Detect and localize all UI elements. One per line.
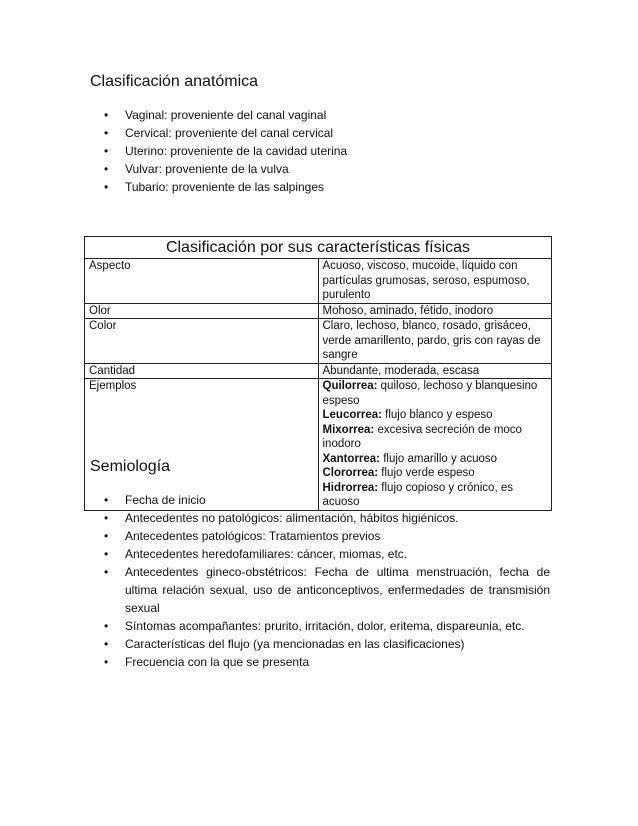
row-value: Claro, lechoso, blanco, rosado, grisáceo, verde amarillento, pardo, gris con rayas de sangre bbox=[318, 319, 552, 364]
list-item: • Antecedentes gineco-obstétricos: Fecha de ultima menstruación, fecha de ultima relación sexual, uso de anticonceptivos, enfermedades de transmisión sexual bbox=[104, 565, 550, 615]
table-title: Clasificación por sus características físicas bbox=[85, 237, 552, 259]
bullet-icon: • bbox=[104, 162, 109, 176]
bullet-icon: • bbox=[104, 529, 109, 543]
example-line: Leucorrea: flujo blanco y espeso bbox=[322, 409, 493, 421]
bullet-icon: • bbox=[104, 565, 109, 579]
bullet-icon: • bbox=[104, 655, 109, 669]
list-item: • Fecha de inicio bbox=[104, 493, 206, 507]
row-value: Abundante, moderada, escasa bbox=[318, 363, 552, 379]
table-row bbox=[85, 363, 552, 379]
row-label: Ejemplos bbox=[85, 379, 319, 511]
bullet-icon: • bbox=[104, 637, 109, 651]
bullet-icon: • bbox=[104, 547, 109, 561]
list-item: • Antecedentes no patológicos: alimentación, hábitos higiénicos. bbox=[104, 511, 459, 525]
row-value: Acuoso, viscoso, mucoide, líquido con partículas grumosas, seroso, espumoso, purulento bbox=[318, 259, 552, 304]
example-line: Quilorrea: quiloso, lechoso y blanquesino espeso bbox=[322, 380, 538, 407]
bullet-icon: • bbox=[104, 108, 109, 122]
list-item: • Uterino: proveniente de la cavidad uterina bbox=[104, 144, 348, 158]
row-label: Aspecto bbox=[85, 259, 319, 304]
list-item: • Frecuencia con la que se presenta bbox=[104, 655, 310, 669]
table-row bbox=[85, 303, 552, 319]
bullet-icon: • bbox=[104, 144, 109, 158]
bullet-icon: • bbox=[104, 126, 109, 140]
section-title-anatomica: Clasificación anatómica bbox=[90, 73, 259, 90]
bullet-icon: • bbox=[104, 619, 109, 633]
example-line: Xantorrea: flujo amarillo y acuoso bbox=[322, 452, 498, 465]
list-item: • Antecedentes patológicos: Tratamientos previos bbox=[104, 529, 381, 543]
list-item: • Características del flujo (ya mencionadas en las clasificaciones) bbox=[104, 637, 465, 651]
list-item: • Antecedentes heredofamiliares: cáncer, miomas, etc. bbox=[104, 547, 408, 561]
example-line: Hidrorrea: flujo copioso y crónico, es acuoso bbox=[322, 481, 513, 508]
list-item: • Síntomas acompañantes: prurito, irritación, dolor, eritema, dispareunia, etc. bbox=[104, 619, 525, 633]
row-label: Color bbox=[85, 319, 319, 364]
row-label: Olor bbox=[85, 303, 319, 319]
example-line: Clororrea: flujo verde espeso bbox=[322, 467, 475, 479]
bullet-icon: • bbox=[104, 180, 109, 194]
bullet-icon: • bbox=[104, 511, 109, 525]
table-row bbox=[85, 259, 552, 304]
example-line: Mixorrea: excesiva secreción de moco inodoro bbox=[322, 423, 522, 450]
list-item: • Cervical: proveniente del canal cervical bbox=[104, 126, 334, 140]
list-item: • Vulvar: proveniente de la vulva bbox=[104, 162, 289, 176]
table-row bbox=[85, 319, 552, 364]
section-title-semiologia: Semiología bbox=[90, 458, 171, 475]
anatomica-list bbox=[90, 106, 550, 196]
row-label: Cantidad bbox=[85, 363, 319, 379]
row-value: Mohoso, aminado, fétido, inodoro bbox=[318, 303, 552, 319]
semiologia-list bbox=[90, 491, 550, 671]
list-item: • Tubario: proveniente de las salpinges bbox=[104, 180, 325, 194]
bullet-icon: • bbox=[104, 493, 109, 507]
list-item: • Vaginal: proveniente del canal vaginal bbox=[104, 108, 327, 122]
